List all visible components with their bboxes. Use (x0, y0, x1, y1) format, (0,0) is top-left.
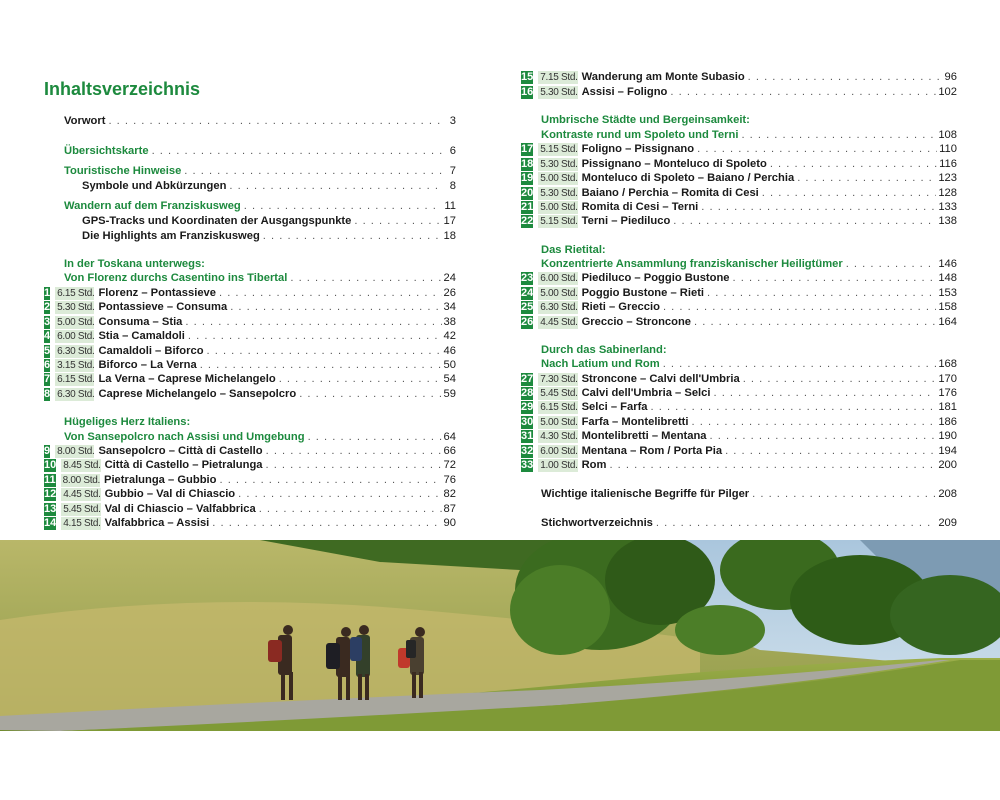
route-number-badge: 21 (521, 200, 534, 213)
duration-label: 5.15 Std. (540, 143, 578, 155)
toc-section-heading[interactable] (541, 343, 957, 357)
entry-label: Pontassieve – Consuma (98, 301, 228, 313)
duration-label: 4.45 Std. (540, 316, 578, 328)
toc-route-entry[interactable] (521, 200, 957, 214)
dot-leader (656, 516, 936, 530)
entry-label: Wanderung am Monte Subasio (581, 71, 745, 83)
page-number: 87 (443, 503, 456, 515)
entry-label: La Verna – Caprese Michelangelo (98, 373, 276, 385)
route-number-badge: 23 (521, 271, 534, 284)
page-number: 64 (443, 431, 456, 443)
toc-section-heading[interactable] (541, 113, 957, 127)
route-number-badge: 11 (44, 473, 56, 486)
page-number: 72 (443, 459, 456, 471)
toc-route-entry[interactable] (521, 85, 957, 99)
route-number-badge: 2 (44, 300, 51, 313)
entry-label: Touristische Hinweise (64, 165, 182, 177)
dot-leader (707, 286, 936, 300)
entry-label: Stia – Camaldoli (98, 330, 185, 342)
entry-label: Consuma – Stia (98, 316, 183, 328)
entry-label: Val di Chiascio – Valfabbrica (104, 503, 256, 515)
dot-leader (266, 444, 442, 458)
entry-label: Mentana – Rom / Porta Pia (581, 445, 723, 457)
route-number-badge: 7 (44, 372, 51, 385)
duration-label: 6.15 Std. (540, 401, 578, 413)
duration-label: 6.30 Std. (57, 388, 95, 400)
duration-label: 4.30 Std. (540, 430, 578, 442)
toc-route-entry[interactable] (521, 70, 957, 84)
page-number: 168 (938, 358, 957, 370)
dot-leader (710, 429, 937, 443)
entry-label: Montelibretti – Mentana (581, 430, 707, 442)
page-number: 148 (938, 272, 957, 284)
toc-route-entry[interactable] (521, 400, 957, 414)
duration-label: 5.30 Std. (57, 301, 95, 313)
entry-label: Calvi dell'Umbria – Selci (581, 387, 711, 399)
toc-entry[interactable] (64, 229, 456, 243)
duration-label: 1.00 Std. (540, 459, 578, 471)
page-number: 18 (443, 230, 456, 242)
duration-label: 5.00 Std. (540, 201, 578, 213)
page-number: 6 (449, 145, 456, 157)
page-number: 3 (449, 115, 456, 127)
toc-route-entry[interactable] (521, 372, 957, 386)
dot-leader (673, 214, 936, 228)
entry-label: Das Rietital: (541, 244, 606, 256)
dot-leader (230, 300, 441, 314)
toc-route-entry[interactable] (44, 444, 456, 458)
route-number-badge: 9 (44, 444, 51, 457)
page-number: 138 (938, 215, 957, 227)
duration-label: 5.45 Std. (63, 503, 101, 515)
entry-label: Rom (581, 459, 607, 471)
dot-leader (266, 458, 442, 472)
page-number: 54 (443, 373, 456, 385)
duration-label: 5.45 Std. (540, 387, 578, 399)
toc-route-entry[interactable] (44, 458, 456, 472)
entry-label: Farfa – Montelibretti (581, 416, 689, 428)
dot-leader (609, 458, 936, 472)
route-number-badge: 17 (521, 142, 534, 155)
duration-label: 5.30 Std. (540, 158, 578, 170)
toc-entry[interactable] (541, 257, 957, 271)
toc-route-entry[interactable] (44, 387, 456, 401)
entry-label: Biforco – La Verna (98, 359, 197, 371)
dot-leader (741, 128, 936, 142)
toc-route-entry[interactable] (44, 300, 456, 314)
duration-label: 5.00 Std. (540, 287, 578, 299)
page-number: 11 (444, 200, 456, 212)
dot-leader (797, 171, 936, 185)
entry-label: Assisi – Foligno (581, 86, 668, 98)
duration-label: 6.00 Std. (540, 445, 578, 457)
page-number: 59 (443, 388, 456, 400)
page-number: 153 (938, 287, 957, 299)
page-number: 17 (443, 215, 456, 227)
entry-label: Baiano / Perchia – Romita di Cesi (581, 187, 759, 199)
toc-entry[interactable] (64, 271, 456, 285)
entry-label: Valfabbrica – Assisi (104, 517, 210, 529)
toc-route-entry[interactable] (44, 315, 456, 329)
page-number: 186 (938, 416, 957, 428)
page-number: 66 (443, 445, 456, 457)
dot-leader (663, 300, 936, 314)
route-number-badge: 6 (44, 358, 51, 371)
entry-label: Città di Castello – Pietralunga (104, 459, 263, 471)
dot-leader (733, 271, 937, 285)
route-number-badge: 31 (521, 429, 534, 442)
route-number-badge: 1 (44, 286, 51, 299)
dot-leader (220, 473, 442, 487)
toc-route-entry[interactable] (44, 286, 456, 300)
page-number: 34 (443, 301, 456, 313)
dot-leader (184, 164, 444, 178)
dot-leader (697, 142, 937, 156)
entry-label: Konzentrierte Ansammlung franziskanischer Heiligtümer (541, 258, 843, 270)
toc-entry[interactable] (64, 199, 456, 213)
dot-leader (212, 516, 441, 530)
page-number: 38 (443, 316, 456, 328)
dot-leader (259, 502, 442, 516)
duration-label: 6.00 Std. (57, 330, 95, 342)
dot-leader (743, 372, 937, 386)
page-number: 116 (939, 158, 957, 170)
route-number-badge: 25 (521, 300, 534, 313)
dot-leader (670, 85, 936, 99)
entry-label: Rieti – Greccio (581, 301, 660, 313)
entry-label: Vorwort (64, 115, 106, 127)
page-number: 8 (449, 180, 456, 192)
page-number: 200 (938, 459, 957, 471)
entry-label: Übersichtskarte (64, 145, 149, 157)
dot-leader (748, 70, 943, 84)
dot-leader (752, 487, 936, 501)
dot-leader (846, 257, 937, 271)
route-number-badge: 24 (521, 286, 534, 299)
entry-label: Wandern auf dem Franziskusweg (64, 200, 241, 212)
dot-leader (207, 344, 442, 358)
page-number: 90 (443, 517, 456, 529)
entry-label: Monteluco di Spoleto – Baiano / Perchia (581, 172, 795, 184)
duration-label: 8.00 Std. (62, 474, 100, 486)
dot-leader (219, 286, 442, 300)
entry-label: Romita di Cesi – Terni (581, 201, 699, 213)
duration-label: 6.30 Std. (57, 345, 95, 357)
entry-label: Hügeliges Herz Italiens: (64, 416, 191, 428)
entry-label: Von Florenz durchs Casentino ins Tibertal (64, 272, 288, 284)
duration-label: 8.45 Std. (63, 459, 101, 471)
route-number-badge: 8 (44, 387, 51, 400)
duration-label: 5.00 Std. (540, 416, 578, 428)
toc-route-entry[interactable] (521, 458, 957, 472)
dot-leader (290, 271, 441, 285)
page-number: 46 (443, 345, 456, 357)
page-number: 146 (938, 258, 957, 270)
page-number: 24 (443, 272, 456, 284)
toc-route-entry[interactable] (44, 372, 456, 386)
dot-leader (238, 487, 441, 501)
page-number: 7 (449, 165, 456, 177)
route-number-badge: 4 (44, 329, 51, 342)
duration-label: 4.15 Std. (63, 517, 101, 529)
route-number-badge: 29 (521, 400, 534, 413)
route-number-badge: 13 (44, 502, 57, 515)
entry-label: Die Highlights am Franziskusweg (82, 230, 260, 242)
entry-label: Stronconе – Calvi dell'Umbria (581, 373, 740, 385)
route-number-badge: 27 (521, 372, 534, 385)
toc-route-entry[interactable] (521, 429, 957, 443)
toc-route-entry[interactable] (44, 473, 456, 487)
route-number-badge: 19 (521, 171, 534, 184)
duration-label: 5.30 Std. (540, 187, 578, 199)
dot-leader (701, 200, 936, 214)
toc-route-entry[interactable] (521, 157, 957, 171)
dot-leader (185, 315, 441, 329)
toc-route-entry[interactable] (521, 386, 957, 400)
toc-entry[interactable] (64, 179, 456, 193)
dot-leader (713, 386, 936, 400)
entry-label: Foligno – Pissignano (581, 143, 695, 155)
toc-entry[interactable] (64, 214, 456, 228)
page-number: 123 (938, 172, 957, 184)
toc-route-entry[interactable] (44, 329, 456, 343)
dot-leader (354, 214, 441, 228)
toc-route-entry[interactable] (521, 444, 957, 458)
page-number: 133 (938, 201, 957, 213)
entry-label: Camaldoli – Biforco (98, 345, 204, 357)
entry-label: Wichtige italienische Begriffe für Pilger (541, 488, 750, 500)
dot-leader (663, 357, 937, 371)
entry-label: Umbrische Städte und Bergeinsamkeit: (541, 114, 750, 126)
entry-label: Symbole und Abkürzungen (82, 180, 227, 192)
entry-label: GPS-Tracks und Koordinaten der Ausgangspunkte (82, 215, 352, 227)
dot-leader (762, 186, 937, 200)
entry-label: Piediluco – Poggio Bustone (581, 272, 730, 284)
toc-entry[interactable] (64, 430, 456, 444)
route-number-badge: 3 (44, 315, 51, 328)
toc-route-entry[interactable] (44, 358, 456, 372)
route-number-badge: 18 (521, 157, 534, 170)
entry-label: Stichwortverzeichnis (541, 517, 653, 529)
route-number-badge: 33 (521, 458, 534, 471)
duration-label: 8.00 Std. (57, 445, 95, 457)
route-number-badge: 28 (521, 386, 534, 399)
toc-entry[interactable] (64, 114, 456, 128)
route-number-badge: 26 (521, 315, 534, 328)
duration-label: 5.00 Std. (540, 172, 578, 184)
dot-leader (244, 199, 443, 213)
entry-label: Greccio – Stronconе (581, 316, 692, 328)
entry-label: Terni – Piediluco (581, 215, 671, 227)
toc-route-entry[interactable] (521, 214, 957, 228)
dot-leader (770, 157, 937, 171)
dot-leader (651, 400, 937, 414)
duration-label: 6.00 Std. (540, 272, 578, 284)
dot-leader (200, 358, 442, 372)
route-number-badge: 12 (44, 487, 57, 500)
page-number: 164 (938, 316, 957, 328)
entry-label: Pietralunga – Gubbio (103, 474, 217, 486)
page-number: 128 (938, 187, 957, 199)
dot-leader (692, 415, 937, 429)
toc-route-entry[interactable] (521, 300, 957, 314)
page-number: 96 (944, 71, 957, 83)
entry-label: Selci – Farfa (581, 401, 648, 413)
page-number: 158 (938, 301, 957, 313)
route-number-badge: 20 (521, 186, 534, 199)
page-number: 181 (938, 401, 957, 413)
entry-label: Von Sansepolcro nach Assisi und Umgebung (64, 431, 305, 443)
entry-label: Durch das Sabinerland: (541, 344, 667, 356)
toc-route-entry[interactable] (521, 271, 957, 285)
duration-label: 6.15 Std. (57, 287, 95, 299)
dot-leader (308, 430, 442, 444)
entry-label: Kontraste rund um Spoleto und Terni (541, 129, 739, 141)
toc-section-heading[interactable] (541, 243, 957, 257)
entry-label: Pissignano – Monteluco di Spoleto (581, 158, 767, 170)
route-number-badge: 10 (44, 458, 57, 471)
duration-label: 5.15 Std. (540, 215, 578, 227)
toc-route-entry[interactable] (521, 415, 957, 429)
dot-leader (725, 444, 936, 458)
hikers-photo (0, 540, 1000, 731)
page-number: 194 (938, 445, 957, 457)
duration-label: 5.00 Std. (57, 316, 95, 328)
toc-route-entry[interactable] (521, 315, 957, 329)
entry-label: Poggio Bustone – Rieti (581, 287, 705, 299)
page-number: 102 (938, 86, 957, 98)
page-number: 76 (443, 474, 456, 486)
entry-label: Sansepolcro – Città di Castello (98, 445, 263, 457)
toc-section-heading[interactable] (64, 257, 456, 271)
toc-route-entry[interactable] (44, 344, 456, 358)
toc-route-entry[interactable] (44, 487, 456, 501)
toc-route-entry[interactable] (521, 186, 957, 200)
toc-entry[interactable] (541, 487, 957, 501)
duration-label: 4.45 Std. (63, 488, 101, 500)
dot-leader (694, 315, 936, 329)
route-number-badge: 32 (521, 444, 534, 457)
page-number: 108 (938, 129, 957, 141)
page-number: 82 (443, 488, 456, 500)
route-number-badge: 16 (521, 85, 534, 98)
page-number: 50 (443, 359, 456, 371)
toc-entry[interactable] (541, 516, 957, 530)
duration-label: 7.30 Std. (540, 373, 578, 385)
dot-leader (229, 179, 444, 193)
toc-route-entry[interactable] (521, 171, 957, 185)
dot-leader (152, 144, 444, 158)
duration-label: 6.30 Std. (540, 301, 578, 313)
route-number-badge: 15 (521, 70, 534, 83)
entry-label: Caprese Michelangelo – Sansepolcro (98, 388, 297, 400)
dot-leader (263, 229, 442, 243)
page-number: 26 (443, 287, 456, 299)
toc-route-entry[interactable] (521, 142, 957, 156)
toc-entry[interactable] (541, 128, 957, 142)
toc-route-entry[interactable] (44, 502, 456, 516)
entry-label: In der Toskana unterwegs: (64, 258, 205, 270)
dot-leader (279, 372, 442, 386)
duration-label: 6.15 Std. (57, 373, 95, 385)
page-number: 190 (938, 430, 957, 442)
dot-leader (299, 387, 441, 401)
page-number: 209 (938, 517, 957, 529)
toc-section-heading[interactable] (64, 415, 456, 429)
toc-entry[interactable] (64, 164, 456, 178)
entry-label: Florenz – Pontassieve (98, 287, 216, 299)
page-number: 208 (938, 488, 957, 500)
page-number: 110 (939, 143, 957, 155)
page-number: 176 (938, 387, 957, 399)
toc-route-entry[interactable] (521, 286, 957, 300)
route-number-badge: 22 (521, 214, 534, 227)
dot-leader (108, 114, 444, 128)
entry-label: Nach Latium und Rom (541, 358, 660, 370)
route-number-badge: 30 (521, 415, 534, 428)
toc-entry[interactable] (541, 357, 957, 371)
dot-leader (188, 329, 442, 343)
toc-entry[interactable] (64, 144, 456, 158)
duration-label: 5.30 Std. (540, 86, 578, 98)
route-number-badge: 5 (44, 344, 51, 357)
duration-label: 3.15 Std. (57, 359, 95, 371)
page-title: Inhaltsverzeichnis (44, 79, 201, 99)
duration-label: 7.15 Std. (540, 71, 578, 83)
page-number: 170 (938, 373, 957, 385)
route-number-badge: 14 (44, 516, 57, 529)
entry-label: Gubbio – Val di Chiascio (104, 488, 236, 500)
toc-route-entry[interactable] (44, 516, 456, 530)
page-number: 42 (443, 330, 456, 342)
